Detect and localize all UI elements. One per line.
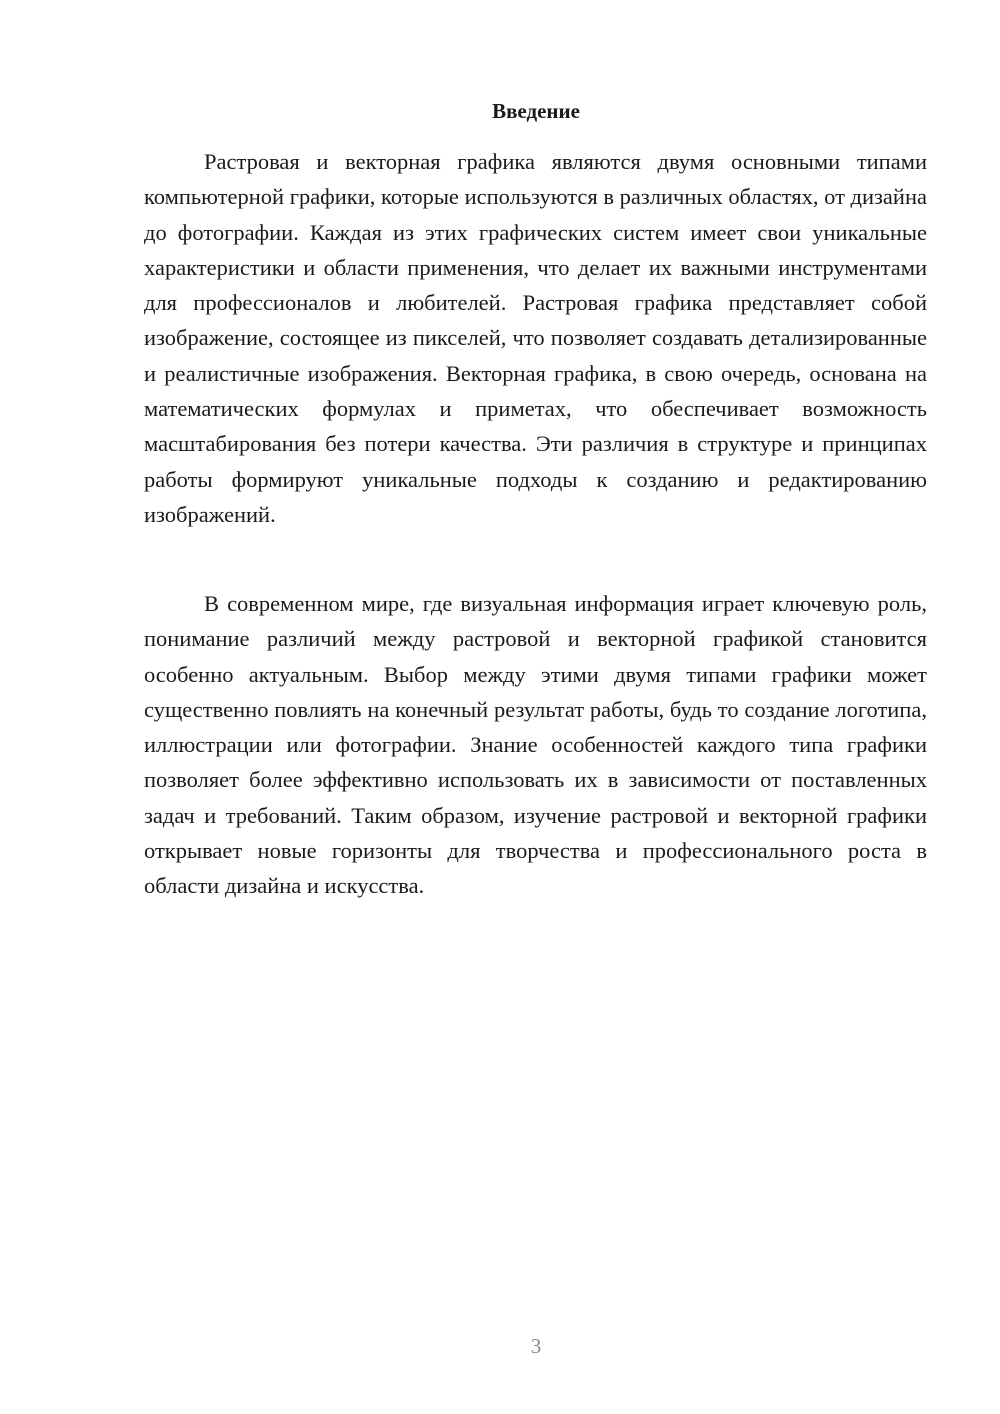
page-title: Введение bbox=[492, 99, 580, 123]
paragraph-intro: Растровая и векторная графика являются двумя основными типами компьютерной графики, которые используются в различных областях, от дизайна до фотографии. Каждая из этих графических систем имеет свои уникальные характеристики и области применения, что делает их важными инструментами для профессионалов и любителей. Растровая графика представляет собой изображение, состоящее из пикселей, что позволяет создавать детализированные и реалистичные изображения. Векторная графика, в свою очередь, основана на математических формулах и приметах, что обеспечивает возможность масштабирования без потери качества. Эти различия в структуре и принципах работы формируют уникальные подходы к созданию и редактированию изображений. bbox=[144, 149, 927, 527]
page-number: 3 bbox=[530, 1334, 542, 1358]
paragraph-relevance: В современном мире, где визуальная информация играет ключевую роль, понимание различий между растровой и векторной графикой становится особенно актуальным. Выбор между этими двумя типами графики может существенно повлиять на конечный результат работы, будь то создание логотипа, иллюстрации или фотографии. Знание особенностей каждого типа графики позволяет более эффективно использовать их в зависимости от поставленных задач и требований. Таким образом, изучение растровой и векторной графики открывает новые горизонты для творчества и профессионального роста в области дизайна и искусства. bbox=[144, 591, 927, 899]
